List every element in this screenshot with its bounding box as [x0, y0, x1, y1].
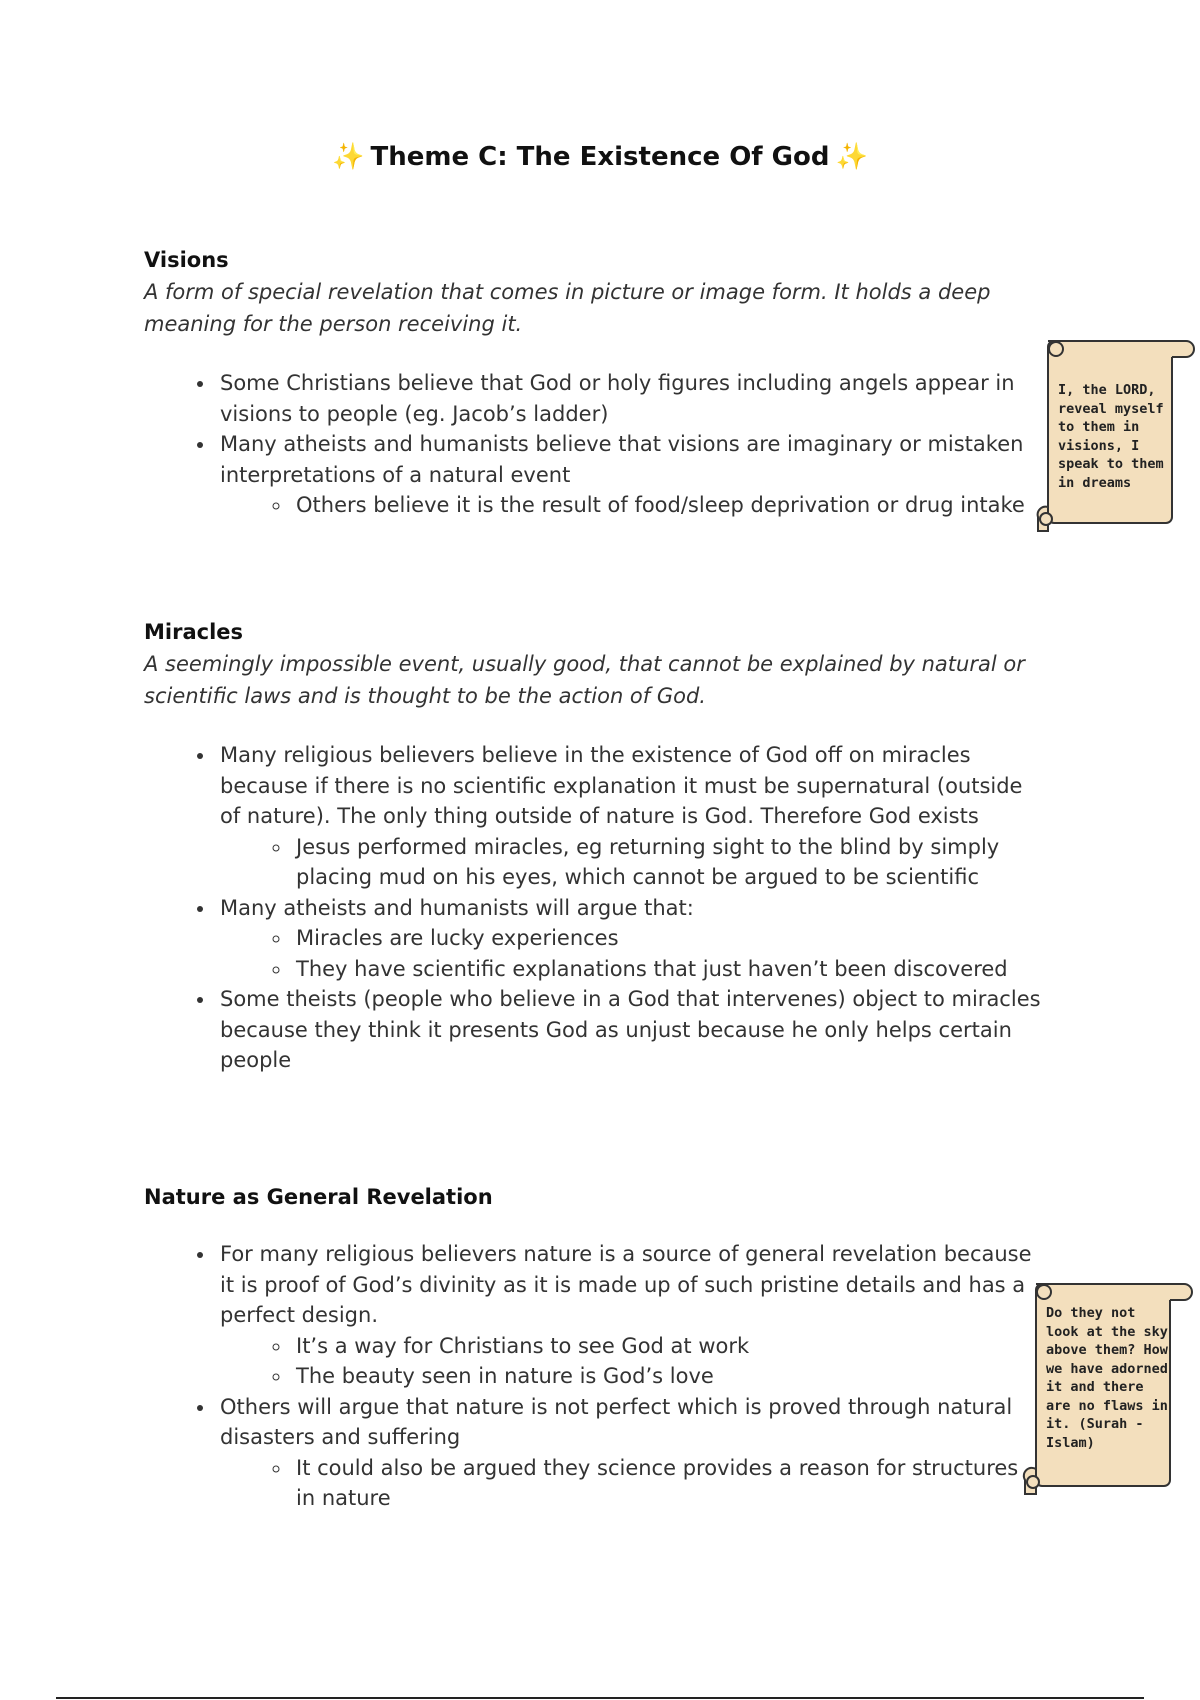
list-item-text: Many religious believers believe in the existence of God off on miracles because if there is no scientific explanation it must be supernatural (outside of nature). The only thing outside of nature is God. Therefore God exists	[220, 743, 1023, 828]
list-item	[216, 1239, 1044, 1392]
section-nature	[144, 1185, 1044, 1514]
definition: A form of special revelation that comes in picture or image form. It holds a deep meaning for the person receiving it.	[144, 280, 991, 336]
bullet-list	[144, 368, 1044, 521]
section-miracles	[144, 620, 1044, 1076]
list-item	[216, 893, 1044, 985]
page-title	[0, 142, 1200, 172]
list-item	[216, 1392, 1044, 1514]
sub-list-item: ◦ They have scientific explanations that just haven’t been discovered	[292, 954, 1044, 985]
sub-list	[220, 923, 1044, 984]
list-item-text: Many atheists and humanists believe that visions are imaginary or mistaken interpretations of a natural event	[220, 432, 1024, 487]
list-item	[216, 429, 1044, 521]
sub-list-item: ◦ Others believe it is the result of food/sleep deprivation or drug intake	[292, 490, 1044, 521]
scroll-quote-text: Do they not look at the sky above them? How we have adorned it and there are no flaws in it. (Surah - Islam)	[1046, 1305, 1168, 1451]
list-item-text: For many religious believers nature is a source of general revelation because it is proof of God’s divinity as it is made up of such pristine details and has a perfect design.	[220, 1242, 1032, 1327]
sub-list-item: ◦ It’s a way for Christians to see God at work	[292, 1331, 1044, 1362]
list-item	[216, 368, 1044, 429]
section-heading: Miracles	[144, 620, 244, 644]
section-heading: Nature as General Revelation	[144, 1185, 493, 1209]
sub-list	[220, 1331, 1044, 1392]
sparkle-icon: ✨	[332, 142, 365, 172]
sub-list-item: ◦ Jesus performed miracles, eg returning sight to the blind by simply placing mud on his eyes, which cannot be argued to be scientific	[292, 832, 1044, 893]
list-item-text: Others will argue that nature is not perfect which is proved through natural disasters and suffering	[220, 1394, 1013, 1449]
section-heading: Visions	[144, 248, 229, 272]
list-item-text: Some theists (people who believe in a God that intervenes) object to miracles because they think it presents God as unjust because he only helps certain people	[220, 987, 1041, 1072]
sub-list-item: ◦ It could also be argued they science provides a reason for structures in nature	[292, 1453, 1044, 1514]
scroll-quote-visions	[1036, 333, 1176, 535]
sub-list	[220, 1453, 1044, 1514]
list-item-text: Some Christians believe that God or holy figures including angels appear in visions to people (eg. Jacob’s ladder)	[220, 371, 1015, 426]
definition: A seemingly impossible event, usually good, that cannot be explained by natural or scientific laws and is thought to be the action of God.	[144, 652, 1025, 708]
sub-list	[220, 832, 1044, 893]
section-visions	[144, 248, 1044, 521]
bullet-list	[144, 1239, 1044, 1514]
scroll-quote-nature	[1022, 1276, 1168, 1498]
list-item	[216, 740, 1044, 893]
footer-divider	[56, 1697, 1144, 1699]
list-item-text: Many atheists and humanists will argue that:	[220, 895, 694, 920]
sub-list-item: ◦ The beauty seen in nature is God’s love	[292, 1361, 1044, 1392]
page-title-text: Theme C: The Existence Of God	[370, 142, 830, 172]
sparkle-icon: ✨	[835, 142, 868, 172]
sub-list-item: ◦ Miracles are lucky experiences	[292, 923, 1044, 954]
scroll-quote-text: I, the LORD, reveal myself to them in visions, I speak to them in dreams	[1058, 382, 1164, 491]
sub-list	[220, 490, 1044, 521]
list-item	[216, 984, 1044, 1076]
bullet-list	[144, 740, 1044, 1076]
